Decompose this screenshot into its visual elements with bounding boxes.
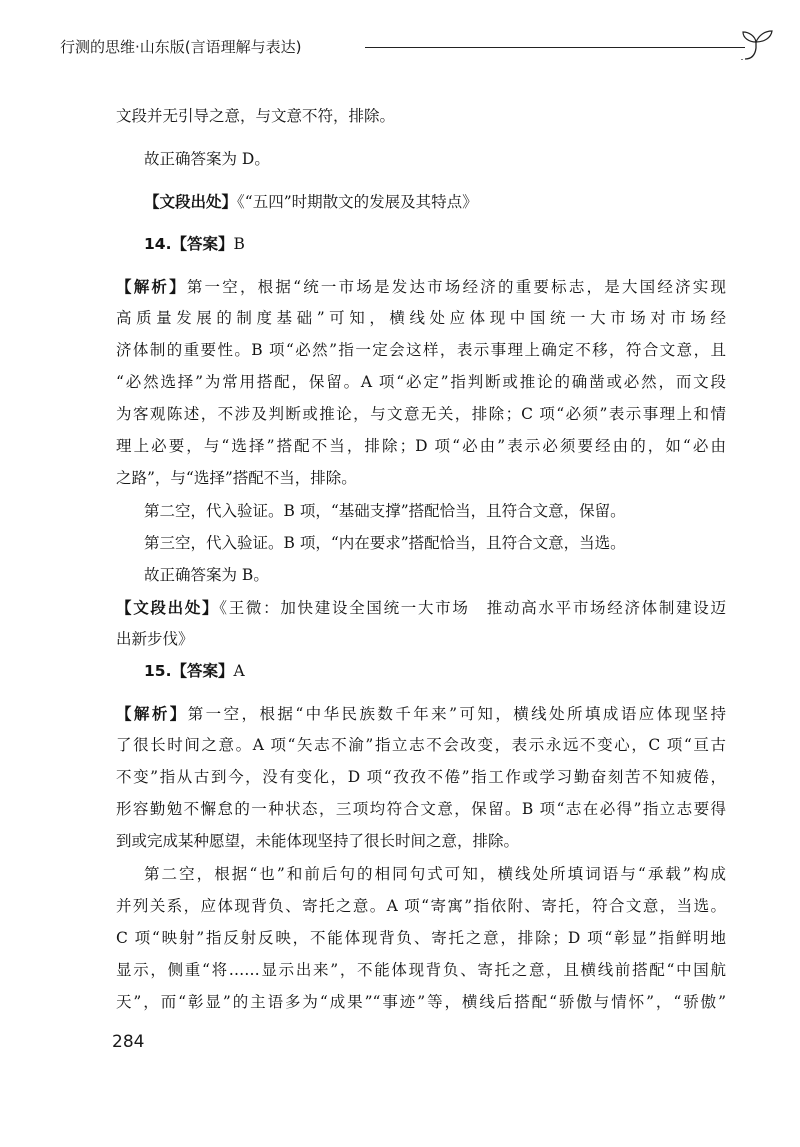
analysis-line: 济体制的重要性。B 项“必然”指一定会这样，表示事理上确定不移，符合文意，且: [116, 341, 726, 359]
analysis-line: 天”，而“彰显”的主语多为“成果”“事迹”等，横线后搭配“骄傲与情怀”，“骄傲”: [116, 993, 726, 1011]
answer-value: B: [233, 235, 245, 253]
source-label: 【文段出处】: [116, 599, 220, 617]
analysis-line: 形容勤勉不懈怠的一种状态，三项均符合文意，保留。B 项“志在必得”指立志要得: [116, 800, 726, 818]
analysis-line: 不变”指从古到今，没有变化，D 项“孜孜不倦”指工作或学习勤奋刻苦不知疲倦，: [116, 768, 726, 786]
analysis-line: 理上必要，与“选择”搭配不当，排除；D 项“必由”表示必须要经由的，如“必由: [116, 437, 726, 455]
analysis-line: [116, 275, 726, 299]
question-14-answer: [144, 232, 245, 256]
answer-line: 故正确答案为 D。: [144, 150, 270, 168]
answer-label: 14.【答案】: [144, 235, 234, 253]
analysis-line: 显示，侧重“将……显示出来”，不能体现背负、寄托之意，且横线前搭配“中国航: [116, 961, 726, 979]
analysis-line: 第三空，代入验证。B 项，“内在要求”搭配恰当，且符合文意，当选。: [144, 534, 626, 552]
analysis-line: 第二空，根据“也”和前后句的相同句式可知，横线处所填词语与“承载”构成: [144, 865, 726, 883]
analysis-line: 之路”，与“选择”搭配不当，排除。: [116, 469, 357, 487]
analysis-line: 高质量发展的制度基础”可知，横线处应体现中国统一大市场对市场经: [116, 309, 726, 327]
analysis-label: 【解析】: [116, 705, 188, 723]
analysis-line: 并列关系，应体现背负、寄托之意。A 项“寄寓”指依附、寄托，符合文意，当选。: [116, 897, 726, 915]
answer-label: 15.【答案】: [144, 662, 234, 680]
analysis-text: 第一空，根据“中华民族数千年来”可知，横线处所填成语应体现坚持: [187, 705, 726, 723]
analysis-line: 为客观陈述，不涉及判断或推论，与文意无关，排除；C 项“必须”表示事理上和情: [116, 405, 726, 423]
analysis-line: 第二空，代入验证。B 项，“基础支撑”搭配恰当，且符合文意，保留。: [144, 502, 626, 520]
analysis-line: 到或完成某种愿望，未能体现坚持了很长时间之意，排除。: [116, 832, 520, 850]
source-line: [144, 190, 478, 214]
sprout-icon: [737, 26, 777, 60]
page-number: 284: [112, 1032, 145, 1052]
analysis-line: [116, 702, 726, 726]
running-title: 行测的思维·山东版(言语理解与表达): [60, 38, 302, 56]
source-text: 《“五四”时期散文的发展及其特点》: [237, 193, 478, 211]
analysis-line: “必然选择”为常用搭配，保留。A 项“必定”指判断或推论的确凿或必然，而文段: [116, 373, 726, 391]
analysis-text: 第一空，根据“统一市场是发达市场经济的重要标志，是大国经济实现: [186, 278, 726, 296]
answer-value: A: [233, 662, 245, 680]
source-line: 出新步伐》: [116, 630, 194, 648]
header-rule: [365, 47, 745, 48]
source-text: 《王微：加快建设全国统一大市场 推动高水平市场经济体制建设迈: [219, 599, 726, 617]
analysis-label: 【解析】: [116, 278, 187, 296]
question-15-answer: [144, 659, 245, 683]
source-line: [116, 596, 726, 620]
page-header: [60, 26, 720, 66]
analysis-line: C 项“映射”指反射反映，不能体现背负、寄托之意，排除；D 项“彰显”指鲜明地: [116, 929, 726, 947]
answer-line: 故正确答案为 B。: [144, 566, 269, 584]
paragraph-line: 文段并无引导之意，与文意不符，排除。: [116, 107, 396, 125]
analysis-line: 了很长时间之意。A 项“矢志不渝”指立志不会改变，表示永远不变心，C 项“亘古: [116, 736, 726, 754]
source-label: 【文段出处】: [144, 193, 238, 211]
